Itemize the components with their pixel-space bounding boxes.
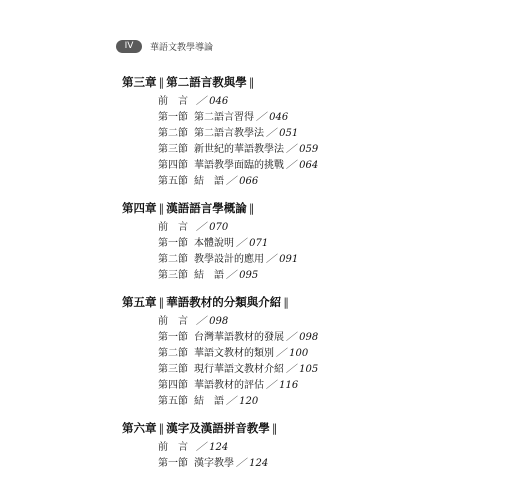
page-number-badge: IV (116, 40, 142, 53)
page-reference: ／ 066 (226, 176, 259, 187)
section-title: 結 語 (194, 396, 224, 407)
chapter-separator: ‖ (283, 295, 289, 309)
page-reference: ／ 091 (266, 254, 299, 265)
toc-entry[interactable] (122, 314, 482, 330)
chapter-title: 漢字及漢語拼音教學 (166, 421, 270, 435)
toc-entry[interactable] (122, 236, 482, 252)
page-reference: ／ 051 (266, 128, 299, 139)
page-reference: ／ 098 (196, 316, 229, 327)
table-of-contents (122, 74, 482, 482)
page-reference: ／ 124 (196, 442, 229, 453)
section-title: 教學設計的應用 (194, 254, 264, 265)
chapter-heading[interactable] (122, 74, 482, 90)
chapter-title: 華語教材的分類與介紹 (166, 295, 282, 309)
toc-chapter (122, 420, 482, 472)
section-title: 結 語 (194, 176, 224, 187)
toc-chapter (122, 74, 482, 190)
page-reference: ／ 046 (196, 96, 229, 107)
toc-entry[interactable] (122, 456, 482, 472)
page-reference: ／ 120 (226, 396, 259, 407)
toc-entry[interactable] (122, 268, 482, 284)
page-reference: ／ 100 (276, 348, 309, 359)
toc-entry[interactable] (122, 362, 482, 378)
section-label: 前 言 (158, 316, 188, 327)
section-label: 第一節 (158, 112, 188, 123)
page-reference: ／ 046 (256, 112, 289, 123)
section-title: 新世紀的華語教學法 (194, 144, 284, 155)
page-reference: ／ 098 (286, 332, 319, 343)
chapter-title: 第二語言教與學 (166, 75, 247, 89)
section-title: 本體說明 (194, 238, 234, 249)
chapter-separator: ‖ (158, 201, 165, 215)
section-title: 華語文教材的類別 (194, 348, 274, 359)
toc-entry[interactable] (122, 440, 482, 456)
toc-chapter (122, 200, 482, 284)
section-label: 前 言 (158, 442, 188, 453)
section-label: 第一節 (158, 332, 188, 343)
toc-entry[interactable] (122, 174, 482, 190)
toc-entry[interactable] (122, 158, 482, 174)
section-label: 第一節 (158, 238, 188, 249)
running-header (116, 40, 213, 53)
section-label: 第四節 (158, 160, 188, 171)
section-label: 第五節 (158, 396, 188, 407)
book-title: 華語文教學導論 (150, 43, 214, 53)
section-label: 第三節 (158, 270, 188, 281)
chapter-heading[interactable] (122, 294, 482, 310)
section-title: 華語教學面臨的挑戰 (194, 160, 284, 171)
toc-entry[interactable] (122, 126, 482, 142)
toc-entry[interactable] (122, 220, 482, 236)
chapter-separator: ‖ (248, 201, 255, 215)
page-reference: ／ 071 (236, 238, 269, 249)
toc-entry[interactable] (122, 142, 482, 158)
section-title: 第二語言教學法 (194, 128, 264, 139)
toc-entry[interactable] (122, 252, 482, 268)
page-reference: ／ 095 (226, 270, 259, 281)
section-title: 華語教材的評估 (194, 380, 264, 391)
section-title: 第二語言習得 (194, 112, 254, 123)
section-label: 第二節 (158, 254, 188, 265)
chapter-separator: ‖ (158, 75, 165, 89)
page-reference: ／ 116 (266, 380, 299, 391)
chapter-separator: ‖ (158, 421, 165, 435)
chapter-title: 漢語語言學概論 (166, 201, 247, 215)
toc-chapter (122, 294, 482, 410)
section-title: 結 語 (194, 270, 224, 281)
section-label: 第四節 (158, 380, 188, 391)
page-reference: ／ 105 (286, 364, 319, 375)
section-label: 第三節 (158, 364, 188, 375)
section-label: 第五節 (158, 176, 188, 187)
chapter-number: 第五章 (122, 295, 157, 309)
chapter-number: 第六章 (122, 421, 157, 435)
chapter-number: 第四章 (122, 201, 157, 215)
toc-entry[interactable] (122, 394, 482, 410)
section-label: 第二節 (158, 128, 188, 139)
chapter-heading[interactable] (122, 200, 482, 216)
page-reference: ／ 070 (196, 222, 229, 233)
chapter-separator: ‖ (271, 421, 278, 435)
chapter-number: 第三章 (122, 75, 157, 89)
toc-entry[interactable] (122, 346, 482, 362)
toc-entry[interactable] (122, 330, 482, 346)
section-label: 第一節 (158, 458, 188, 469)
section-title: 漢字教學 (194, 458, 234, 469)
page-reference: ／ 064 (286, 160, 319, 171)
page-reference: ／ 124 (236, 458, 269, 469)
toc-entry[interactable] (122, 110, 482, 126)
section-label: 第二節 (158, 348, 188, 359)
page-reference: ／ 059 (286, 144, 319, 155)
toc-entry[interactable] (122, 94, 482, 110)
section-label: 前 言 (158, 222, 188, 233)
section-title: 台灣華語教材的發展 (194, 332, 284, 343)
section-label: 第三節 (158, 144, 188, 155)
section-label: 前 言 (158, 96, 188, 107)
chapter-separator: ‖ (248, 75, 255, 89)
chapter-separator: ‖ (158, 295, 165, 309)
chapter-heading[interactable] (122, 420, 482, 436)
section-title: 現行華語文教材介紹 (194, 364, 284, 375)
toc-entry[interactable] (122, 378, 482, 394)
